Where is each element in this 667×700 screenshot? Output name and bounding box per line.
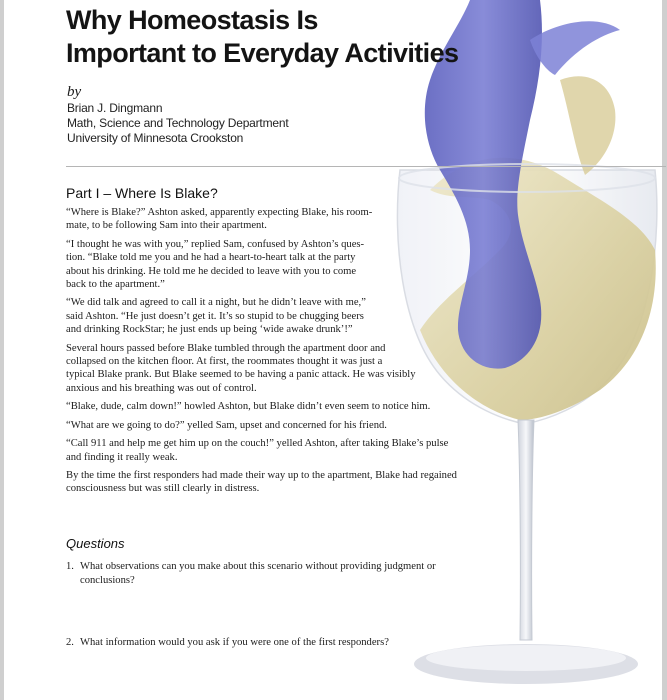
story-text — [66, 206, 476, 501]
divider — [66, 166, 666, 167]
questions-heading: Questions — [66, 536, 125, 551]
byline — [67, 84, 288, 146]
department: Math, Science and Technology Department — [67, 116, 289, 130]
paragraph: “Where is Blake?” Ashton asked, apparently expecting Blake, his room- mate, to be following Sam into their apartment. — [66, 207, 373, 232]
paragraph: “Call 911 and help me get him up on the couch!” yelled Ashton, after taking Blake’s pulse and finding it really weak. — [66, 438, 449, 463]
question-item — [66, 560, 486, 590]
document-title — [66, 4, 458, 70]
university: University of Minnesota Crookston — [67, 131, 244, 145]
question-text: What information would you ask if you were one of the first responders? — [80, 637, 389, 648]
paragraph: “We did talk and agreed to call it a night, but he didn’t leave with me,” said Ashton. “He just doesn’t get it. It’s so stupid to be chugging beers and drinking RockStar; he just ends up being ‘wide awake drunk’!” — [66, 297, 366, 336]
author-name: Brian J. Dingmann — [67, 101, 163, 115]
title-line-1: Why Homeostasis Is — [66, 5, 318, 35]
question-number: 1. — [66, 561, 74, 572]
part-heading: Part I – Where Is Blake? — [66, 185, 218, 201]
paragraph: By the time the first responders had made their way up to the apartment, Blake had regained consciousness but was still clearly in distress. — [66, 469, 457, 495]
paragraph: “Blake, dude, calm down!” howled Ashton, but Blake didn’t even seem to notice him. — [66, 401, 431, 413]
title-line-2: Important to Everyday Activities — [66, 38, 459, 68]
by-label: by — [67, 84, 82, 100]
paragraph: “What are we going to do?” yelled Sam, upset and concerned for his friend. — [66, 419, 387, 431]
paragraph: “I thought he was with you,” replied Sam, confused by Ashton’s ques- tion. “Blake told me you and he had a heart-to-heart talk at the party about his drinking. He told me he decided to leave with you to come back to the apartment.” — [66, 238, 365, 291]
question-item — [66, 636, 486, 652]
question-number: 2. — [66, 637, 74, 648]
question-text: What observations can you make about this scenario without providing judgment or conclusions? — [80, 561, 436, 586]
paragraph: Several hours passed before Blake tumbled through the apartment door and collapsed on the kitchen floor. At first, the roommates thought it was just a typical Blake prank. But Blake seemed to be having a panic attack. He was visibly anxious and his breathing was out of control. — [66, 342, 416, 394]
